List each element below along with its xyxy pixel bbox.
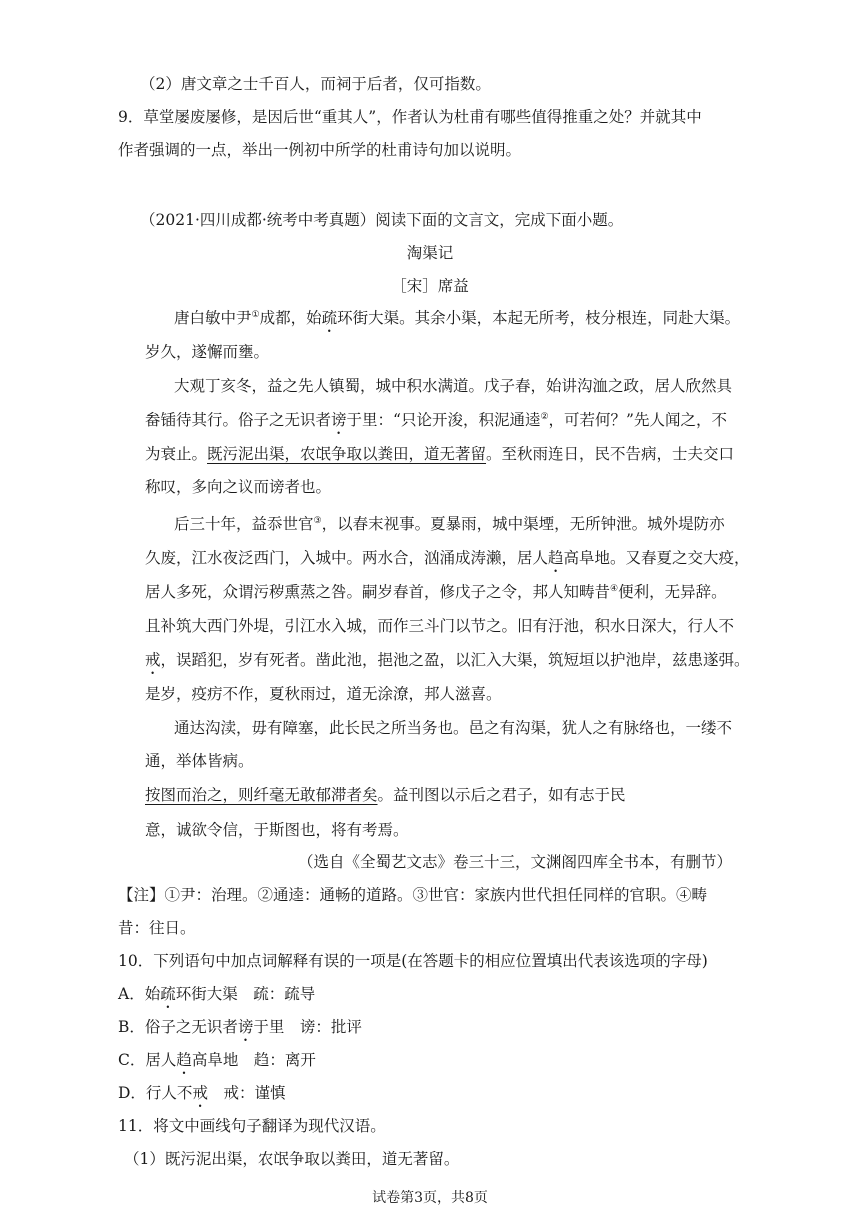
q10-option-b: B．俗子之无识者谤于里 谤：批评 xyxy=(118,1018,362,1036)
underlined-sentence-2: 按图而治之，则纤毫无敢郁滞者矣 xyxy=(145,786,378,804)
notes-line2: 昔：往日。 xyxy=(118,919,196,937)
q9-line2: 作者强调的一点，举出一例初中所学的杜甫诗句加以说明。 xyxy=(118,141,522,159)
p3-line6: 是岁，疫疠不作，夏秋雨过，道无涂潦，邦人滋喜。 xyxy=(145,685,502,703)
passage-title: 淘渠记 xyxy=(406,244,454,262)
p4-line4: 意，诚欲令信，于斯图也，将有考焉。 xyxy=(145,821,409,839)
passage-author: ［宋］席益 xyxy=(391,277,469,295)
dotted-word: 趋 xyxy=(548,549,564,567)
p4-line1: 通达沟渎，毋有障塞，此长民之所当务也。邑之有沟渠，犹人之有脉络也，一缕不 xyxy=(174,719,733,737)
dotted-word: 谤 xyxy=(331,411,347,429)
q8-part2: （2）唐文章之士千百人，而祠于后者，仅可指数。 xyxy=(140,75,491,93)
p3-line1: 后三十年，益忝世官③，以春末视事。夏暴雨，城中渠堙，无所钟泄。城外堤防亦 xyxy=(174,515,725,533)
notes-line1: 【注】①尹：治理。②通逵：通畅的道路。③世官：家族内世代担任同样的官职。④畴 xyxy=(118,886,708,904)
p1-line1: 唐白敏中尹①成都，始疏环街大渠。其余小渠，本起无所考，枝分根连，同赴大渠。 xyxy=(174,309,741,327)
p2-line4: 称叹，多向之议而谤者也。 xyxy=(145,478,332,496)
q10-option-d: D．行人不戒 戒：谨慎 xyxy=(118,1084,286,1102)
p4-line2: 通，举体皆病。 xyxy=(145,752,254,770)
p3-line4: 且补筑大西门外堤，引江水入城，而作三斗门以节之。旧有汙池，积水日深大，行人不 xyxy=(145,617,735,635)
p4-line3: 按图而治之，则纤毫无敢郁滞者矣。益刊图以示后之君子，如有志于民 xyxy=(145,786,626,804)
p2-line1: 大观丁亥冬，益之先人镇蜀，城中积水满道。戊子春，始讲沟洫之政，居人欣然具 xyxy=(174,377,733,395)
q9-line1: 9．草堂屡废屡修，是因后世“重其人”，作者认为杜甫有哪些值得推重之处？并就其中 xyxy=(118,108,702,126)
q11-stem: 11．将文中画线句子翻译为现代汉语。 xyxy=(118,1117,386,1135)
p3-line5: 戒，误蹈犯，岁有死者。凿此池，挹池之盈，以汇入大渠，筑短垣以护池岸，兹患遂弭。 xyxy=(145,651,750,669)
q10-option-a: A．始疏环街大渠 疏：疏导 xyxy=(118,985,316,1003)
dotted-word: 戒 xyxy=(145,651,161,669)
underlined-sentence-1: 既污泥出渠，农氓争取以粪田，道无著留 xyxy=(207,445,487,463)
p3-line2: 久废，江水夜泛西门，入城中。两水合，汹涌成涛濑，居人趋高阜地。又春夏之交大疫， xyxy=(145,549,750,567)
source-note: （选自《全蜀艺文志》卷三十三，文渊阁四库全书本，有删节） xyxy=(298,853,733,871)
dotted-word: 疏 xyxy=(321,309,338,327)
page-footer: 试卷第3页，共8页 xyxy=(372,1190,488,1206)
q10-stem: 10．下列语句中加点词解释有误的一项是(在答题卡的相应位置填出代表该选项的字母) xyxy=(118,952,708,970)
p2-line3: 为衰止。既污泥出渠，农氓争取以粪田，道无著留。至秋雨连日，民不告病，士夫交口 xyxy=(145,445,735,463)
p1-line2: 岁久，遂懈而壅。 xyxy=(145,343,270,361)
p3-line3: 居人多死，众谓污秽熏蒸之咎。嗣岁春首，修戊子之令，邦人知畴昔④便利，无异辞。 xyxy=(145,583,727,601)
section-intro: （2021·四川成都·统考中考真题）阅读下面的文言文，完成下面小题。 xyxy=(140,211,624,229)
q11-sentence-1: （1）既污泥出渠，农氓争取以粪田，道无著留。 xyxy=(124,1150,460,1168)
q10-option-c: C．居人趋高阜地 趋：离开 xyxy=(118,1051,316,1069)
p2-line2: 畚锸待其行。俗子之无识者谤于里：“只论开浚，积泥通逵②，可若何？”先人闻之，不 xyxy=(145,411,727,429)
